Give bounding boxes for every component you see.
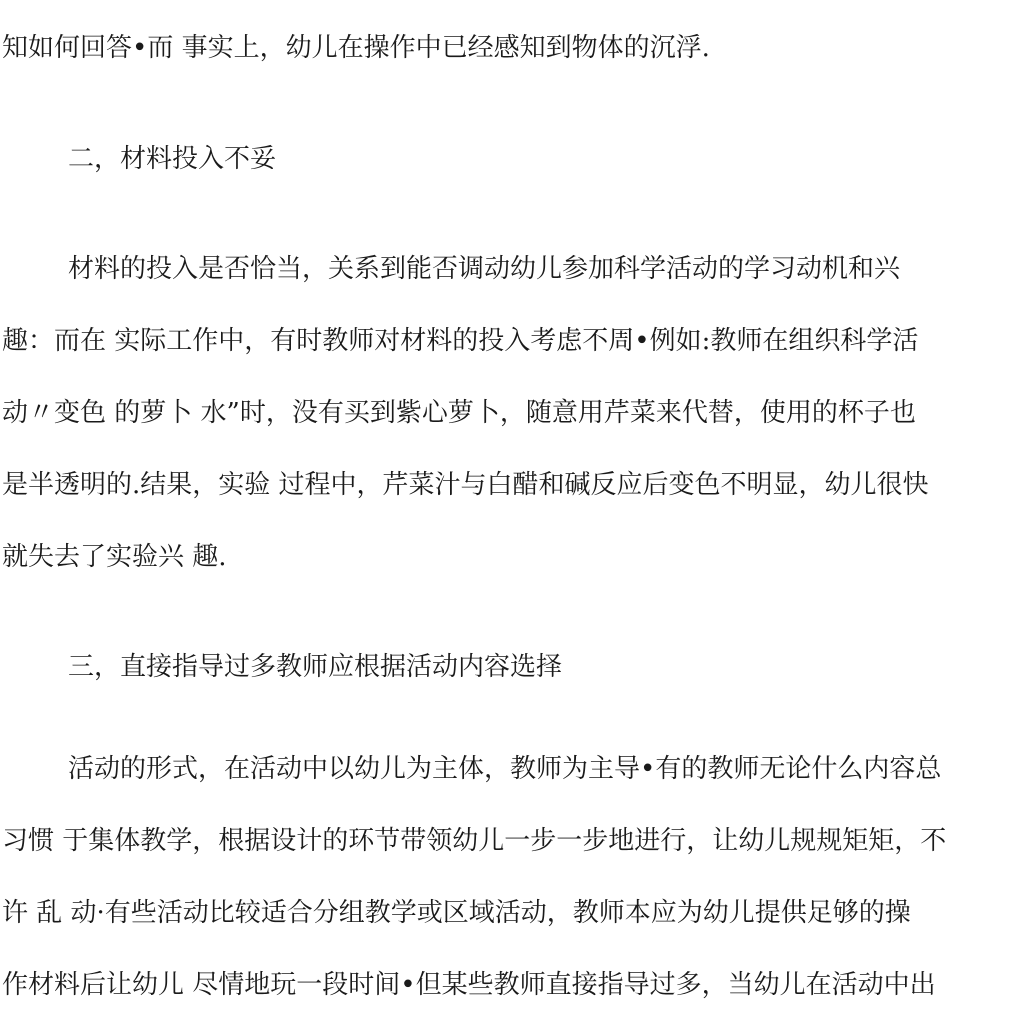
section-heading: 二，材料投入不妥: [68, 144, 277, 174]
paragraph-line: 是半透明的.结果，实验 过程中，芹菜汁与白醋和碱反应后变色不明显，幼儿很快: [2, 470, 929, 500]
paragraph-line: 活动的形式，在活动中以幼儿为主体，教师为主导•有的教师无论什么内容总: [68, 754, 942, 784]
paragraph-line: 许 乱 动·有些活动比较适合分组教学或区域活动，教师本应为幼儿提供足够的操: [2, 898, 911, 928]
paragraph-line: 知如何回答•而 事实上，幼儿在操作中已经感知到物体的沉浮.: [2, 33, 710, 63]
paragraph-line: 习惯 于集体教学，根据设计的环节带领幼儿一步一步地进行，让幼儿规规矩矩，不: [2, 826, 947, 856]
section-heading: 三，直接指导过多教师应根据活动内容选择: [68, 652, 563, 682]
paragraph-line: 作材料后让幼儿 尽情地玩一段时间•但某些教师直接指导过多，当幼儿在活动中出: [2, 970, 936, 1000]
paragraph-line: 趣：而在 实际工作中，有时教师对材料的投入考虑不周•例如:教师在组织科学活: [2, 326, 919, 356]
paragraph-line: 就失去了实验兴 趣.: [2, 542, 227, 572]
paragraph-line: 材料的投入是否恰当，关系到能否调动幼儿参加科学活动的学习动机和兴: [68, 254, 901, 284]
paragraph-line: 动〃变色 的萝卜 水”时，没有买到紫心萝卜，随意用芹菜来代替，使用的杯子也: [2, 398, 916, 428]
